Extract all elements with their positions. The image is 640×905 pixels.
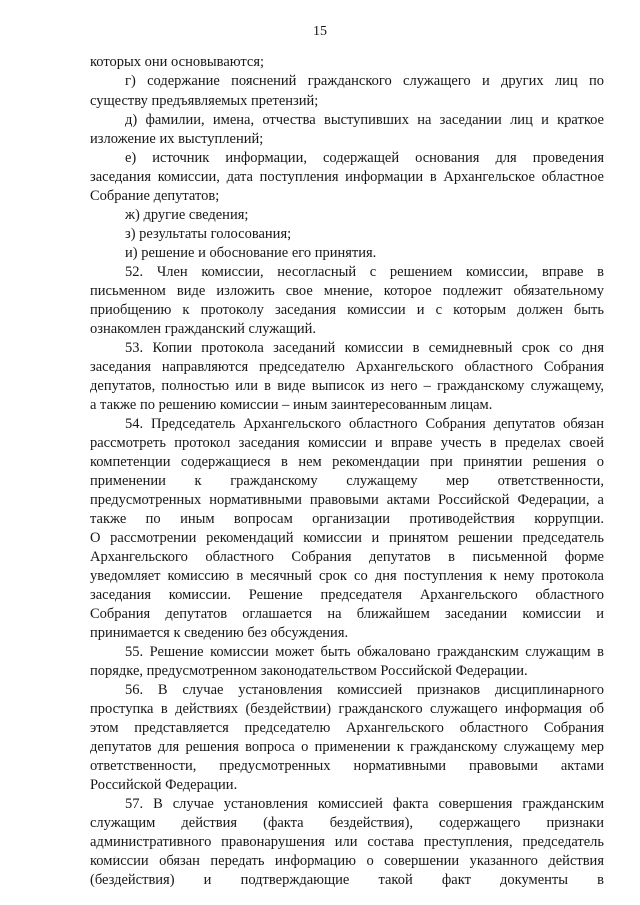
text-line: изложение их выступлений; [90, 131, 264, 147]
text-line: заседания направляются председателю Архангельского областного Собрания [90, 359, 604, 375]
text-line: Архангельского областного Собрания депутатов в письменной форме [90, 549, 604, 565]
text-line: компетенции содержащиеся в нем рекомендации при принятии решения о [90, 454, 604, 470]
text-line: заседания комиссии. Решение председателя Архангельского областного [90, 587, 604, 603]
page-number: 15 [313, 24, 327, 39]
text-line: заседания комиссии, дата поступления информации в Архангельское областное [90, 169, 604, 185]
text-line: Собрания депутатов оглашается на ближайшем заседании комиссии и [90, 606, 604, 622]
text-line: письменном виде изложить свое мнение, которое подлежит обязательному [90, 283, 604, 299]
text-line: комиссии обязан передать информацию о совершении указанного действия [90, 853, 604, 869]
text-line: 52. Член комиссии, несогласный с решением комиссии, вправе в [125, 264, 604, 280]
text-line: О рассмотрении рекомендаций комиссии и принятом решении председатель [90, 530, 604, 546]
text-line: г) содержание пояснений гражданского служащего и других лиц по [125, 73, 604, 89]
text-line: з) результаты голосования; [125, 226, 292, 242]
text-line: Российской Федерации. [90, 777, 238, 793]
text-line: приобщению к протоколу заседания комиссии и с которым должен быть [90, 302, 604, 318]
text-line: а также по решению комиссии – иным заинтересованным лицам. [90, 397, 493, 413]
text-line: предусмотренных нормативными правовыми актами Российской Федерации, а [90, 492, 604, 508]
text-line: (бездействия) и подтверждающие такой факт документы в [90, 872, 604, 888]
text-line: 54. Председатель Архангельского областного Собрания депутатов обязан [125, 416, 604, 432]
text-line: применении к гражданскому служащему мер ответственности, [90, 473, 604, 489]
text-line: ответственности, предусмотренных нормативными правовыми актами [90, 758, 604, 774]
text-line: 53. Копии протокола заседаний комиссии в семидневный срок со дня [125, 340, 604, 356]
text-line: этом представляется председателю Архангельского областного Собрания [90, 720, 604, 736]
text-line: рассмотреть протокол заседания комиссии и вправе учесть в пределах своей [90, 435, 604, 451]
text-line: д) фамилии, имена, отчества выступивших на заседании лиц и краткое [125, 112, 604, 128]
text-line: депутатов для решения вопроса о применении к гражданскому служащему мер [90, 739, 604, 755]
text-line: ознакомлен гражданский служащий. [90, 321, 317, 337]
text-line: 56. В случае установления комиссией признаков дисциплинарного [125, 682, 604, 698]
text-line: и) решение и обоснование его принятия. [125, 245, 377, 261]
text-line: порядке, предусмотренном законодательством Российской Федерации. [90, 663, 528, 679]
text-line: административного правонарушения или состава преступления, председатель [90, 834, 604, 850]
text-line: принимается к сведению без обсуждения. [90, 625, 349, 641]
text-line: е) источник информации, содержащей основания для проведения [125, 150, 604, 166]
text-line: служащим действия (факта бездействия), содержащего признаки [90, 815, 604, 831]
text-line: которых они основываются; [90, 54, 265, 70]
text-line: 55. Решение комиссии может быть обжаловано гражданским служащим в [125, 644, 604, 660]
text-line: уведомляет комиссию в месячный срок со дня поступления к нему протокола [90, 568, 604, 584]
text-line: депутатов, полностью или в виде выписок из него – гражданскому служащему, [90, 378, 604, 394]
text-line: ж) другие сведения; [125, 207, 249, 223]
text-line: существу предъявляемых претензий; [90, 93, 319, 109]
text-line: 57. В случае установления комиссией факта совершения гражданским [125, 796, 604, 812]
text-line: также по иным вопросам организации противодействия коррупции. [90, 511, 604, 527]
text-line: Собрание депутатов; [90, 188, 220, 204]
text-line: проступка в действиях (бездействии) гражданского служащего информация об [90, 701, 604, 717]
